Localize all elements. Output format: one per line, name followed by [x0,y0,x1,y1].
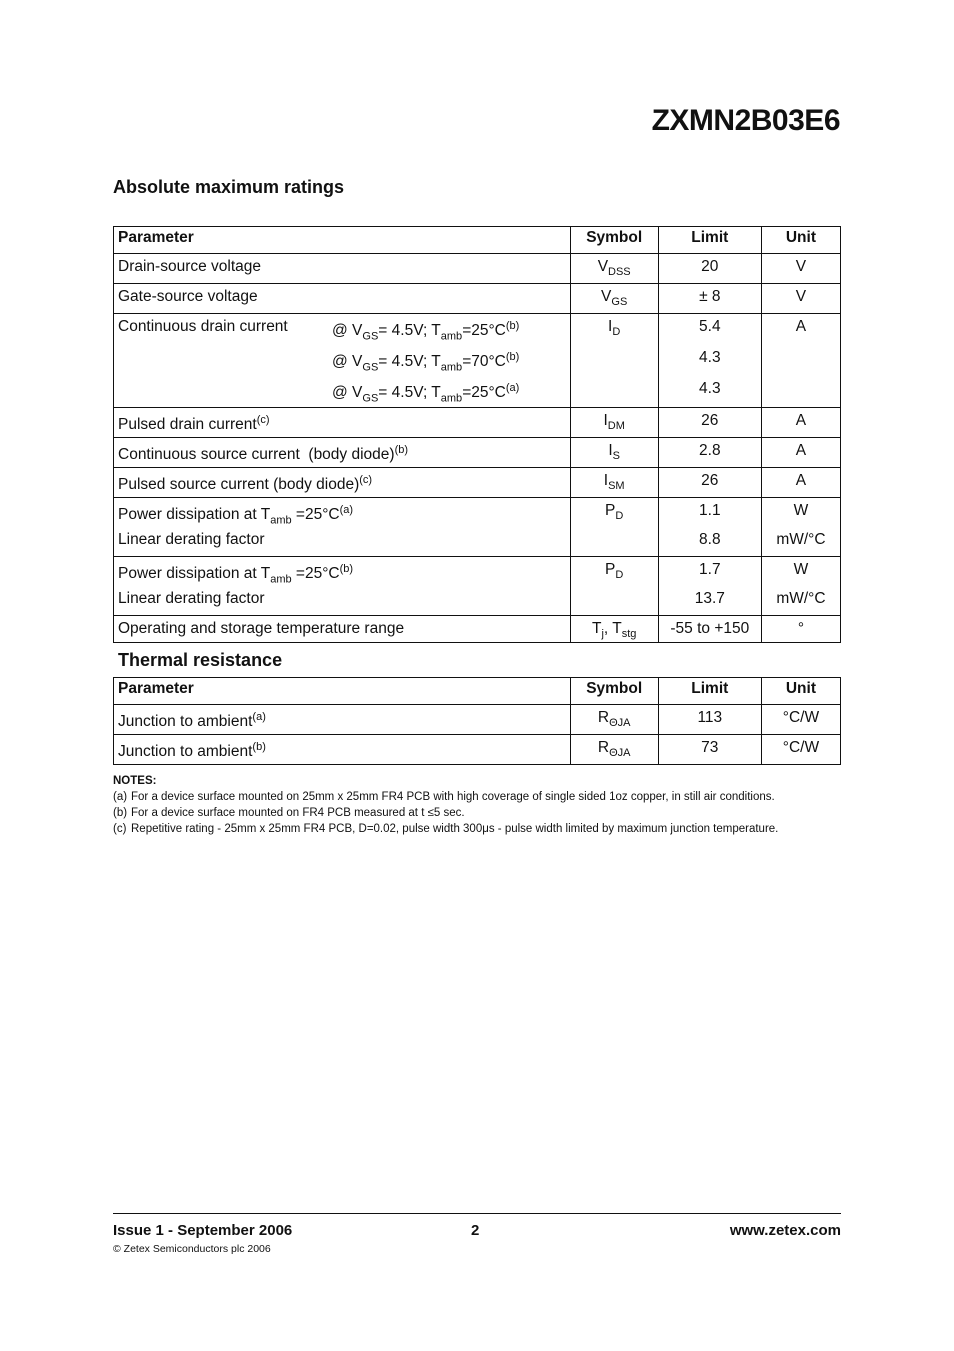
table-row [114,498,841,557]
param-junction-ambient-a: Junction to ambient$^{(a)}$ [118,711,266,731]
header-unit: Unit [761,678,840,705]
header-parameter: Parameter [114,227,571,254]
symbol-rthja: $R_{\Theta JA}$ [597,739,631,760]
note-item: (a) For a device surface mounted on 25mm x 25mm FR4 PCB with high coverage of single sided 1oz copper, in still air conditions. [113,791,775,803]
notes-heading: NOTES: [113,775,157,787]
unit-temperature: ° [797,620,805,637]
header-limit: Limit [658,678,761,705]
param-continuous-source-current: Continuous source current (body diode)$^{(b)}$ [118,444,409,464]
symbol-vdss: $V_{DSS}$ [597,258,631,279]
limit-vgs: ± 8 [699,288,721,305]
table-row [114,705,841,735]
unit-idm: A [795,412,807,429]
limit-rthja-a: 113 [697,709,723,726]
symbol-id: $I_D$ [608,318,621,339]
unit-vdss: V [795,258,807,275]
symbol-ism: $I_{SM}$ [603,472,625,493]
header-unit: Unit [761,227,840,254]
unit-ism: A [795,472,807,489]
unit-vgs: V [795,288,807,305]
limit-idm: 26 [701,412,719,429]
unit-is: A [795,442,807,459]
limit-rthja-b: 73 [701,739,719,756]
limit-pd-a: 1.1 [699,502,721,519]
param-temperature-range: Operating and storage temperature range [118,620,405,637]
unit-rthja-b: °C/W [782,739,820,756]
table-row [114,616,841,643]
table-header-row [114,678,841,705]
param-continuous-drain-current: Continuous drain current [118,318,288,335]
limit-vdss: 20 [701,258,719,275]
param-gate-source-voltage: Gate-source voltage [118,288,258,305]
unit-pd-b: W [793,561,809,578]
header-symbol: Symbol [570,227,658,254]
table-row [114,254,841,284]
abs-max-table [113,226,841,643]
symbol-rthja: $R_{\Theta JA}$ [597,709,631,730]
note-item: (b) For a device surface mounted on FR4 PCB measured at t ≤5 sec. [113,807,465,819]
table-row [114,557,841,616]
param-power-dissipation-b: Power dissipation at $T_{amb} =25^\circ C^{(b)}$ [118,563,354,586]
symbol-idm: $I_{DM}$ [603,412,625,433]
footer-website: www.zetex.com [729,1222,841,1239]
part-number-title: ZXMN2B03E6 [651,104,840,137]
table-row [114,438,841,468]
param-pulsed-drain-current: Pulsed drain current$^{(c)}$ [118,414,270,434]
footer-page-number: 2 [471,1222,480,1239]
symbol-pd: $P_D$ [605,502,624,523]
limit-derating-a: 8.8 [699,531,721,548]
param-drain-source-voltage: Drain-source voltage [118,258,262,275]
unit-id: A [795,318,807,335]
footer-divider [113,1213,841,1214]
table-row [114,408,841,438]
table-row [114,314,841,408]
condition-line: @ $V_{GS}= 4.5V$; $T_{amb}=70^\circ C^{(b)}$ [332,351,520,374]
unit-rthja-a: °C/W [782,709,820,726]
table-row [114,468,841,498]
thermal-title: Thermal resistance [118,650,283,670]
notes-section [113,773,841,837]
header-symbol: Symbol [570,678,658,705]
limit-id: 5.4 [699,318,721,335]
condition-line: @ $V_{GS}= 4.5V$; $T_{amb}=25^\circ C^{(b)}$ [332,320,520,343]
param-power-dissipation-a: Power dissipation at $T_{amb} =25^\circ C^{(a)}$ [118,504,354,527]
table-row [114,284,841,314]
table-row [114,735,841,765]
param-linear-derating-b: Linear derating factor [118,590,265,607]
limit-temperature: -55 to +150 [670,620,750,637]
limit-ism: 26 [701,472,719,489]
unit-pd-a: W [793,502,809,519]
limit-id: 4.3 [699,349,721,366]
param-junction-ambient-b: Junction to ambient$^{(b)}$ [118,741,266,761]
param-linear-derating-a: Linear derating factor [118,531,265,548]
header-limit: Limit [658,227,761,254]
note-item: (c) Repetitive rating - 25mm x 25mm FR4 PCB, D=0.02, pulse width 300μs - pulse width limited by maximum junction temperature. [113,823,779,835]
table-header-row [114,227,841,254]
symbol-is: $I_S$ [608,442,620,463]
condition-line: @ $V_{GS}= 4.5V$; $T_{amb}=25^\circ C^{(a)}$ [332,382,520,405]
limit-id: 4.3 [699,380,721,397]
symbol-vgs: $V_{GS}$ [601,288,628,309]
param-pulsed-source-current: Pulsed source current (body diode)$^{(c)}$ [118,474,373,494]
header-parameter: Parameter [114,678,571,705]
thermal-table [113,677,841,765]
abs-max-title: Absolute maximum ratings [113,177,345,197]
limit-pd-b: 1.7 [699,561,721,578]
unit-derating-a: mW/°C [776,531,826,548]
footer-copyright: © Zetex Semiconductors plc 2006 [113,1243,271,1255]
symbol-tj-tstg: $T_j$, $T_{stg}$ [591,620,637,641]
limit-derating-b: 13.7 [694,590,725,607]
footer-issue: Issue 1 - September 2006 [113,1222,293,1239]
limit-is: 2.8 [699,442,721,459]
symbol-pd: $P_D$ [605,561,624,582]
unit-derating-b: mW/°C [776,590,826,607]
